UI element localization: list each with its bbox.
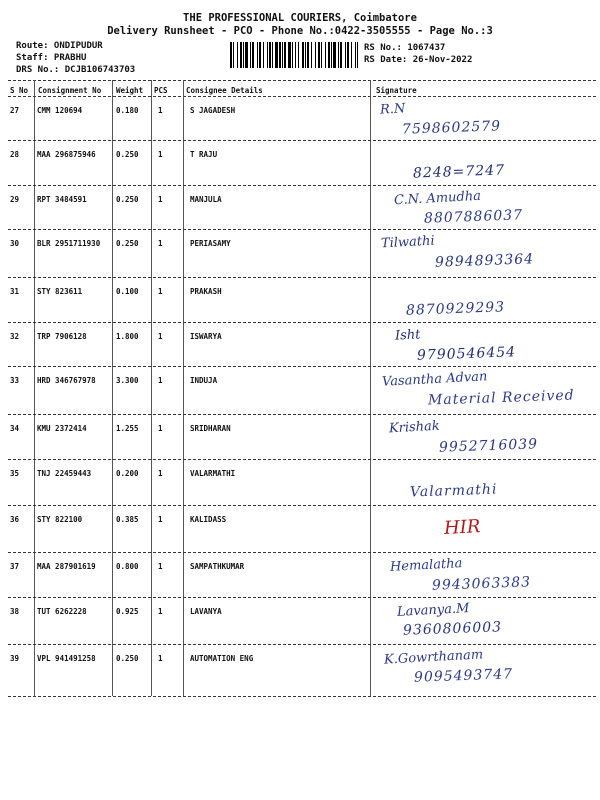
barcode-bar: [240, 42, 242, 68]
barcode-bar: [243, 42, 244, 68]
col-header-consignment: Consignment No: [38, 86, 102, 95]
barcode-bar: [351, 42, 352, 68]
barcode-bar: [321, 42, 322, 68]
barcode-bar: [311, 42, 312, 68]
row-separator: [8, 140, 596, 141]
rs-date: RS Date: 26-Nov-2022: [364, 55, 473, 65]
signature-name: Lavanya.M: [396, 601, 470, 620]
row-consignment-no: TNJ 22459443: [37, 469, 92, 478]
barcode-bar: [252, 42, 254, 68]
row-separator: [8, 696, 596, 697]
barcode-bar: [331, 42, 332, 68]
signature-phone: 8807886037: [423, 207, 524, 227]
row-sno: 37: [10, 562, 20, 571]
row-consignment-no: HRD 346767978: [37, 376, 96, 385]
row-pcs: 1: [158, 562, 163, 571]
row-sno: 27: [10, 106, 20, 115]
row-weight: 0.925: [116, 607, 139, 616]
signature-phone: 9952716039: [438, 436, 539, 456]
signature-phone: Material Received: [427, 387, 575, 409]
row-pcs: 1: [158, 469, 163, 478]
row-separator: [8, 229, 596, 230]
row-consignment-no: TUT 6262228: [37, 607, 87, 616]
row-consignment-no: STY 823611: [37, 287, 83, 296]
barcode-bar: [245, 42, 248, 68]
row-separator: [8, 185, 596, 186]
barcode-bar: [325, 42, 326, 68]
barcode-bar: [318, 42, 320, 68]
row-signature: [372, 100, 594, 144]
signature-name: Krishak: [388, 418, 441, 437]
row-signature: [372, 233, 594, 277]
row-weight: 1.255: [116, 424, 139, 433]
signature-name: HIR: [443, 516, 481, 539]
row-consignment-no: KMU 2372414: [37, 424, 87, 433]
row-consignment-no: RPT 3484591: [37, 195, 87, 204]
barcode-bar: [233, 42, 234, 68]
barcode-bar: [275, 42, 278, 68]
row-consignment-no: BLR 2951711930: [37, 239, 101, 248]
col-header-pcs: PCS: [154, 86, 168, 95]
row-sno: 35: [10, 469, 20, 478]
signature-phone: 7598602579: [401, 118, 502, 138]
row-consignee: MANJULA: [190, 195, 222, 204]
signature-phone: 9894893364: [434, 251, 535, 271]
barcode-bar: [230, 42, 232, 68]
row-signature: [372, 189, 594, 233]
row-sno: 33: [10, 376, 20, 385]
row-separator: [8, 414, 596, 415]
row-separator: [8, 459, 596, 460]
row-consignee: T RAJU: [190, 150, 218, 159]
row-weight: 0.100: [116, 287, 139, 296]
row-sno: 39: [10, 654, 20, 663]
row-weight: 0.250: [116, 654, 139, 663]
row-weight: 0.385: [116, 515, 139, 524]
barcode-bar: [295, 42, 296, 68]
row-consignee: PERIASAMY: [190, 239, 231, 248]
row-sno: 32: [10, 332, 20, 341]
signature-name: K.Gowrthanam: [383, 647, 484, 668]
barcode-bar: [284, 42, 286, 68]
row-pcs: 1: [158, 424, 163, 433]
col-header-consignee: Consignee Details: [186, 86, 263, 95]
signature-name: C.N. Amudha: [393, 188, 482, 209]
barcode-bar: [338, 42, 339, 68]
row-consignee: SAMPATHKUMAR: [190, 562, 245, 571]
barcode-bar: [357, 42, 358, 68]
barcode-bar: [267, 42, 268, 68]
row-signature: [372, 601, 594, 645]
row-signature: [372, 370, 594, 414]
row-pcs: 1: [158, 239, 163, 248]
signature-phone: 8870929293: [405, 299, 506, 319]
row-consignee: PRAKASH: [190, 287, 222, 296]
barcode-bar: [237, 42, 238, 68]
drs-number: DRS No.: DCJB106743703: [16, 65, 136, 75]
rs-number: RS No.: 1067437: [364, 43, 446, 53]
barcode-bar: [263, 42, 264, 68]
column-divider: [112, 80, 113, 696]
column-divider: [183, 80, 184, 696]
row-separator: [8, 366, 596, 367]
row-signature: [372, 418, 594, 462]
signature-phone: 9360806003: [402, 619, 503, 639]
row-sno: 28: [10, 150, 20, 159]
signature-phone: 9095493747: [413, 666, 514, 686]
row-pcs: 1: [158, 195, 163, 204]
row-consignee: AUTOMATION ENG: [190, 654, 254, 663]
row-sno: 30: [10, 239, 20, 248]
col-header-sno: S No: [10, 86, 29, 95]
barcode-bar: [257, 42, 258, 68]
row-signature: [372, 509, 594, 553]
barcode-bar: [347, 42, 349, 68]
row-signature: [372, 144, 594, 188]
signature-phone: 8248=7247: [412, 162, 506, 182]
row-signature: [372, 556, 594, 600]
row-signature: [372, 326, 594, 370]
barcode-bar: [269, 42, 271, 68]
barcode-bar: [288, 42, 291, 68]
row-weight: 0.250: [116, 239, 139, 248]
row-signature: [372, 281, 594, 325]
row-sno: 31: [10, 287, 20, 296]
barcode-bar: [298, 42, 299, 68]
row-pcs: 1: [158, 654, 163, 663]
barcode-bar: [259, 42, 261, 68]
row-separator: [8, 552, 596, 553]
row-pcs: 1: [158, 287, 163, 296]
row-consignment-no: MAA 296875946: [37, 150, 96, 159]
signature-name: R.N: [379, 101, 406, 118]
row-separator: [8, 644, 596, 645]
row-separator: [8, 505, 596, 506]
row-weight: 1.800: [116, 332, 139, 341]
row-pcs: 1: [158, 106, 163, 115]
row-signature: [372, 648, 594, 692]
barcode-bar: [333, 42, 336, 68]
barcode-bar: [345, 42, 346, 68]
row-pcs: 1: [158, 607, 163, 616]
row-pcs: 1: [158, 332, 163, 341]
row-consignee: LAVANYA: [190, 607, 222, 616]
row-separator: [8, 277, 596, 278]
row-consignee: VALARMATHI: [190, 469, 236, 478]
barcode-bar: [315, 42, 316, 68]
row-weight: 0.250: [116, 195, 139, 204]
signature-phone: 9790546454: [416, 344, 517, 364]
column-divider: [151, 80, 152, 696]
barcode-bar: [355, 42, 356, 68]
signature-name: Tilwathi: [380, 233, 435, 252]
row-pcs: 1: [158, 376, 163, 385]
row-consignee: KALIDASS: [190, 515, 227, 524]
row-consignee: INDUJA: [190, 376, 218, 385]
route-label: Route: ONDIPUDUR: [16, 41, 103, 51]
row-consignee: S JAGADESH: [190, 106, 236, 115]
table-top-rule: [8, 80, 596, 81]
barcode-bar: [302, 42, 304, 68]
row-sno: 34: [10, 424, 20, 433]
barcode-bar: [282, 42, 283, 68]
staff-label: Staff: PRABHU: [16, 53, 87, 63]
barcode: [230, 42, 358, 68]
signature-phone: Valarmathi: [409, 481, 498, 501]
row-sno: 38: [10, 607, 20, 616]
row-weight: 0.180: [116, 106, 139, 115]
row-consignment-no: VPL 941491258: [37, 654, 96, 663]
row-consignment-no: MAA 287901619: [37, 562, 96, 571]
barcode-bar: [292, 42, 293, 68]
company-title: THE PROFESSIONAL COURIERS, Coimbatore: [183, 12, 417, 24]
barcode-bar: [328, 42, 330, 68]
row-sno: 29: [10, 195, 20, 204]
barcode-bar: [305, 42, 306, 68]
row-weight: 0.200: [116, 469, 139, 478]
row-consignee: ISWARYA: [190, 332, 222, 341]
row-consignee: SRIDHARAN: [190, 424, 231, 433]
column-divider: [370, 80, 371, 696]
signature-name: Vasantha Advan: [381, 369, 488, 390]
row-weight: 3.300: [116, 376, 139, 385]
row-separator: [8, 322, 596, 323]
row-consignment-no: STY 822100: [37, 515, 83, 524]
row-pcs: 1: [158, 150, 163, 159]
row-weight: 0.250: [116, 150, 139, 159]
barcode-bar: [307, 42, 309, 68]
signature-name: Isht: [394, 327, 421, 344]
barcode-bar: [272, 42, 273, 68]
col-header-weight: Weight: [116, 86, 144, 95]
row-consignment-no: CMM 120694: [37, 106, 83, 115]
runsheet-header: [0, 12, 600, 38]
row-signature: [372, 463, 594, 507]
signature-name: Hemalatha: [389, 556, 463, 575]
row-sno: 36: [10, 515, 20, 524]
barcode-bar: [279, 42, 281, 68]
row-separator: [8, 597, 596, 598]
row-consignment-no: TRP 7906128: [37, 332, 87, 341]
barcode-bar: [250, 42, 251, 68]
runsheet-subtitle: Delivery Runsheet - PCO - Phone No.:0422-3505555 - Page No.:3: [107, 25, 493, 37]
row-pcs: 1: [158, 515, 163, 524]
table-header-rule: [8, 96, 596, 97]
row-weight: 0.800: [116, 562, 139, 571]
signature-phone: 9943063383: [431, 574, 532, 594]
column-divider: [34, 80, 35, 696]
col-header-signature: Signature: [376, 86, 417, 95]
barcode-bar: [340, 42, 342, 68]
